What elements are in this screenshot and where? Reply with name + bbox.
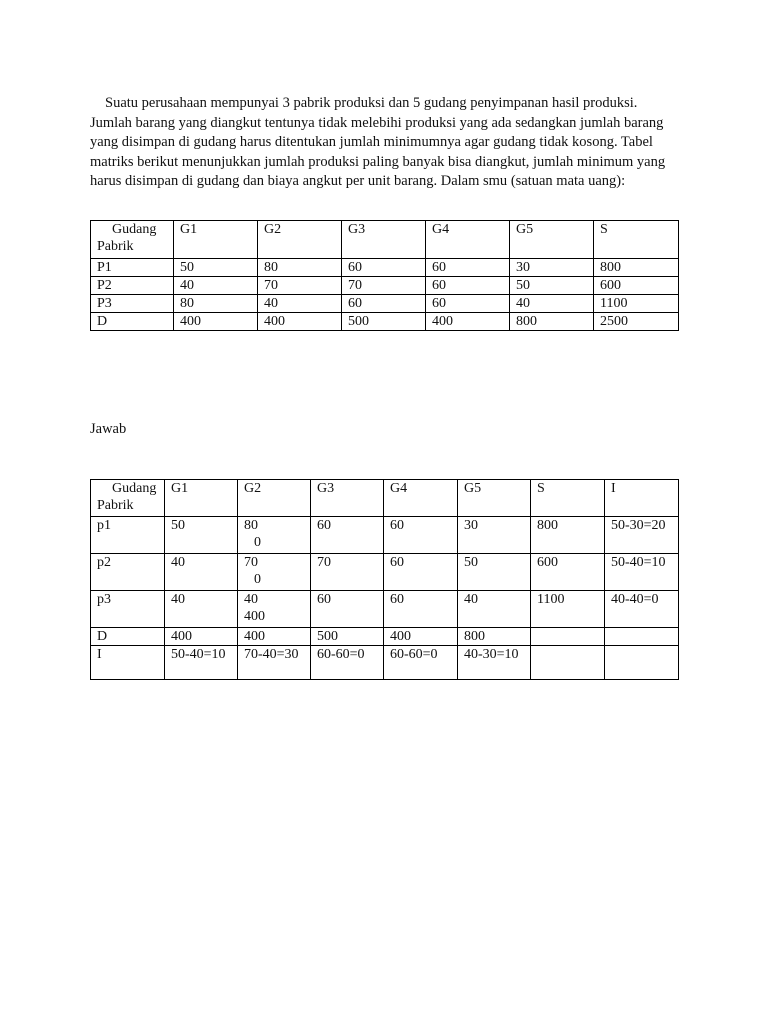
table-cell: 600 (531, 554, 605, 591)
table-cell: 40 (165, 591, 238, 628)
table-cell: 80 (174, 295, 258, 313)
table-cell: 60 (426, 277, 510, 295)
table-row (91, 295, 679, 313)
paragraph-line: kosong. Tabel matriks berikut menunjukkan jumlah produksi paling banyak bisa diangkut, (90, 134, 653, 170)
table-cell: 400 (238, 628, 311, 646)
table-cell: 600 (594, 277, 679, 295)
row-label: D (91, 313, 174, 331)
table-row (91, 628, 679, 646)
corner-cell (91, 480, 165, 517)
table-cell: 40 (165, 554, 238, 591)
allocation-cell (238, 517, 311, 554)
table-cell: 60 (384, 517, 458, 554)
table-row (91, 517, 679, 554)
answer-heading: Jawab (90, 421, 127, 437)
header-cell: G5 (458, 480, 531, 517)
table-cell: 40 (510, 295, 594, 313)
table-cell: 70 (342, 277, 426, 295)
table-cell: 400 (258, 313, 342, 331)
corner-top-label: Gudang (112, 481, 157, 496)
row-label: p1 (91, 517, 165, 554)
table-cell: 60 (342, 295, 426, 313)
table-cell: 400 (426, 313, 510, 331)
corner-bottom-label: Pabrik (97, 498, 134, 513)
paragraph-line: barang yang disimpan di gudang harus ditentukan jumlah minimumnya agar gudang tidak (90, 114, 664, 150)
row-label: P3 (91, 295, 174, 313)
table-cell: 60 (426, 295, 510, 313)
table-header-row (91, 221, 679, 259)
table-cell: 50 (458, 554, 531, 591)
table-cell: 1100 (531, 591, 605, 628)
table-row (91, 259, 679, 277)
table-cell: 40 (258, 295, 342, 313)
table-cell: 800 (594, 259, 679, 277)
header-cell: G3 (311, 480, 384, 517)
corner-top-label: Gudang (112, 222, 157, 237)
table-cell: 60 (311, 517, 384, 554)
allocation-value: 0 (254, 572, 261, 587)
paragraph-line: (satuan mata uang): (510, 173, 626, 189)
table-cell: 40-30=10 (458, 646, 531, 680)
cost-value: 80 (244, 518, 258, 533)
header-cell: G5 (510, 221, 594, 259)
table-cell: 400 (165, 628, 238, 646)
table-cell: 40-40=0 (605, 591, 679, 628)
header-cell: I (605, 480, 679, 517)
table-cell: 800 (531, 517, 605, 554)
table-cell: 30 (510, 259, 594, 277)
header-cell: G4 (384, 480, 458, 517)
allocation-cell (238, 554, 311, 591)
allocation-value: 400 (244, 609, 265, 624)
table-cell: 60-60=0 (311, 646, 384, 680)
table-cell: 60 (384, 591, 458, 628)
allocation-cell (238, 591, 311, 628)
table-cell: 400 (384, 628, 458, 646)
table-cell: 1100 (594, 295, 679, 313)
corner-bottom-label: Pabrik (97, 239, 134, 254)
paragraph-line: Jumlah barang yang diangkut tentunya tidak melebihi produksi yang ada sedangkan jumlah (90, 114, 621, 131)
paragraph-line: jumlah minimum yang harus disimpan di gudang dan biaya angkut per unit barang. Dalam smu (90, 153, 666, 189)
row-label: P1 (91, 259, 174, 277)
table-row (91, 591, 679, 628)
table-cell: 2500 (594, 313, 679, 331)
table-cell: 60 (311, 591, 384, 628)
paragraph-line: Suatu perusahaan mempunyai 3 pabrik produksi dan 5 gudang penyimpanan hasil produksi. (105, 95, 638, 111)
table-cell (605, 628, 679, 646)
row-label: p3 (91, 591, 165, 628)
table-cell: 80 (258, 259, 342, 277)
problem-matrix-table (90, 220, 679, 331)
cost-value: 40 (244, 592, 258, 607)
table-cell: 40 (174, 277, 258, 295)
table-cell: 500 (311, 628, 384, 646)
allocation-value: 0 (254, 535, 261, 550)
header-cell: G4 (426, 221, 510, 259)
table-cell (531, 628, 605, 646)
table-cell: 500 (342, 313, 426, 331)
table-cell: 70 (311, 554, 384, 591)
table-row (91, 554, 679, 591)
table-cell (605, 646, 679, 680)
table-cell: 50-40=10 (605, 554, 679, 591)
table-header-row (91, 480, 679, 517)
table-cell: 50-40=10 (165, 646, 238, 680)
table-cell: 800 (510, 313, 594, 331)
table-cell: 30 (458, 517, 531, 554)
header-cell: S (531, 480, 605, 517)
cost-value: 70 (244, 555, 258, 570)
header-cell: S (594, 221, 679, 259)
table-row (91, 277, 679, 295)
table-cell: 70-40=30 (238, 646, 311, 680)
table-cell: 50 (510, 277, 594, 295)
table-cell: 50 (174, 259, 258, 277)
answer-matrix-table (90, 479, 679, 680)
table-cell: 40 (458, 591, 531, 628)
table-cell: 60-60=0 (384, 646, 458, 680)
table-row (91, 313, 679, 331)
row-label: P2 (91, 277, 174, 295)
corner-cell (91, 221, 174, 259)
table-cell: 50 (165, 517, 238, 554)
row-label: D (91, 628, 165, 646)
table-cell: 800 (458, 628, 531, 646)
table-cell: 60 (384, 554, 458, 591)
header-cell: G1 (165, 480, 238, 517)
table-cell: 400 (174, 313, 258, 331)
table-cell: 50-30=20 (605, 517, 679, 554)
header-cell: G2 (238, 480, 311, 517)
header-cell: G1 (174, 221, 258, 259)
table-cell (531, 646, 605, 680)
row-label: I (91, 646, 165, 680)
table-cell: 60 (342, 259, 426, 277)
table-row (91, 646, 679, 680)
header-cell: G3 (342, 221, 426, 259)
table-cell: 60 (426, 259, 510, 277)
table-cell: 70 (258, 277, 342, 295)
header-cell: G2 (258, 221, 342, 259)
problem-paragraph (90, 94, 680, 192)
row-label: p2 (91, 554, 165, 591)
